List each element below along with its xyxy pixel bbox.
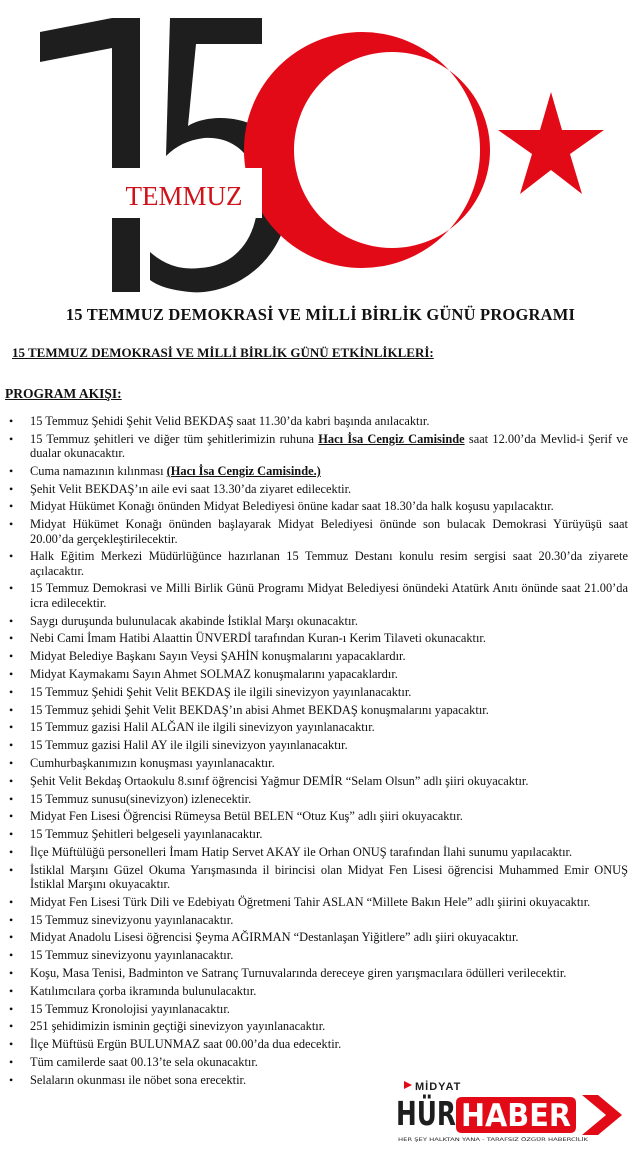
list-item: • 15 Temmuz Şehitleri belgeseli yayınlanacaktır.: [0, 827, 628, 841]
list-item: • Nebi Cami İmam Hatibi Alaattin ÜNVERDİ tarafından Kuran-ı Kerim Tilaveti okunacaktır.: [0, 631, 628, 645]
list-item: • Midyat Hükümet Konağı önünden başlayarak Midyat Belediyesi önünde son bulacak Demokrasi Yürüyüşü saat 20.00’da gerçekleştirilecektir.: [0, 517, 628, 546]
list-item: • 15 Temmuz Kronolojisi yayınlanacaktır.: [0, 1002, 628, 1016]
list-item: • 15 Temmuz şehidi Şehit Velit BEKDAŞ’ın abisi Ahmet BEKDAŞ konuşmalarını yapacaktır.: [0, 703, 628, 717]
list-item: • 15 Temmuz Demokrasi ve Milli Birlik Günü Programı Midyat Belediyesi önündeki Atatürk Anıtı önünde saat 21.00’da icra edilecektir.: [0, 581, 628, 610]
list-item: • Cuma namazının kılınması (Hacı İsa Cengiz Camisinde.): [0, 464, 628, 478]
list-item: • Midyat Fen Lisesi Türk Dili ve Edebiyatı Öğretmeni Tahir ASLAN “Millete Bakın Hele” adlı şiirini okuyacaktır.: [0, 895, 628, 909]
events-subtitle: 15 TEMMUZ DEMOKRASİ VE MİLLİ BİRLİK GÜNÜ ETKİNLİKLERİ:: [12, 345, 434, 360]
highlighted-location: (Hacı İsa Cengiz Camisinde.): [166, 463, 321, 478]
star: [498, 92, 604, 194]
list-item: • İlçe Müftülüğü personelleri İmam Hatip Servet AKAY ile Orhan ONUŞ tarafından İlahi sunumu yapılacaktır.: [0, 845, 628, 859]
logo-text: TEMMUZ: [125, 181, 243, 211]
list-item: • 15 Temmuz sinevizyonu yayınlanacaktır.: [0, 913, 628, 927]
chevron-right-icon: [582, 1095, 622, 1135]
crescent: [244, 32, 490, 268]
list-item: • Saygı duruşunda bulunulacak akabinde İstiklal Marşı okunacaktır.: [0, 614, 628, 628]
program-list: [0, 414, 628, 1091]
list-item: • Tüm camilerde saat 00.13’te sela okunacaktır.: [0, 1055, 628, 1069]
list-item: • 15 Temmuz gazisi Halil ALĞAN ile ilgili sinevizyon yayınlanacaktır.: [0, 720, 628, 734]
list-item: • 15 Temmuz sinevizyonu yayınlanacaktır.: [0, 948, 628, 962]
list-item: • Halk Eğitim Merkezi Müdürlüğünce hazırlanan 15 Temmuz Destanı konulu resim sergisi saat 20.30’da ziyarete açılacaktır.: [0, 549, 628, 578]
midyat-hur-haber-logo: [392, 1077, 638, 1145]
brand-word-hur: HÜR: [396, 1094, 476, 1133]
list-item: • Katılımcılara çorba ikramında bulunulacaktır.: [0, 984, 628, 998]
list-item: • 15 Temmuz şehitleri ve diğer tüm şehitlerimizin ruhuna Hacı İsa Cengiz Camisinde saat 12.00’da Mevlid-i Şerif ve dualar okunacaktır.: [0, 432, 628, 461]
program-flow-heading: PROGRAM AKIŞI:: [5, 386, 122, 401]
program-title: 15 TEMMUZ DEMOKRASİ VE MİLLİ BİRLİK GÜNÜ PROGRAMI: [65, 305, 576, 324]
list-item: • Şehit Velit BEKDAŞ’ın aile evi saat 13.30’da ziyaret edilecektir.: [0, 482, 628, 496]
list-item: • 15 Temmuz gazisi Halil AY ile ilgili sinevizyon yayınlanacaktır.: [0, 738, 628, 752]
highlighted-location: Hacı İsa Cengiz Camisinde: [318, 431, 465, 446]
list-item: • Koşu, Masa Tenisi, Badminton ve Satranç Turnuvalarında dereceye giren yarışmacılara ödülleri verilecektir.: [0, 966, 628, 980]
15-temmuz-logo: [0, 0, 641, 300]
list-item: • 15 Temmuz Şehidi Şehit Velid BEKDAŞ saat 11.30’da kabri başında anılacaktır.: [0, 414, 628, 428]
list-item: • Midyat Anadolu Lisesi öğrencisi Şeyma AĞIRMAN “Destanlaşan Yiğitlere” adlı şiiri okuyacaktır.: [0, 930, 628, 944]
list-item: • Şehit Velit Bekdaş Ortaokulu 8.sınıf öğrencisi Yağmur DEMİR “Selam Olsun” adlı şiiri okuyacaktır.: [0, 774, 628, 788]
list-item: • Cumhurbaşkanımızın konuşması yayınlanacaktır.: [0, 756, 628, 770]
list-item: • 15 Temmuz sunusu(sinevizyon) izlenecektir.: [0, 792, 628, 806]
list-item: • Midyat Hükümet Konağı önünden Midyat Belediyesi önüne kadar saat 18.30’da halk koşusu yapılacaktır.: [0, 499, 628, 513]
brand-word-haber: HABER: [461, 1098, 572, 1134]
list-item: • 251 şehidimizin isminin geçtiği sinevizyon yayınlanacaktır.: [0, 1019, 628, 1033]
brand-top-text: MİDYAT: [415, 1081, 462, 1093]
list-item: • 15 Temmuz Şehidi Şehit Velit BEKDAŞ ile ilgili sinevizyon yayınlanacaktır.: [0, 685, 628, 699]
list-item: • Selaların okunması ile nöbet sona erecektir.: [0, 1073, 628, 1087]
list-item: • Midyat Fen Lisesi Öğrencisi Rümeysa Betül BELEN “Otuz Kuş” adlı şiiri okuyacaktır.: [0, 809, 628, 823]
brand-tagline: HER ŞEY HALKTAN YANA - TARAFSIZ ÖZGÜR HABERCİLİK: [398, 1137, 589, 1142]
list-item: • Midyat Kaymakamı Sayın Ahmet SOLMAZ konuşmalarını yapacaklardır.: [0, 667, 628, 681]
list-item: • İlçe Müftüsü Ergün BULUNMAZ saat 00.00’da dua edecektir.: [0, 1037, 628, 1051]
list-item: • İstiklal Marşını Güzel Okuma Yarışmasında il birincisi olan Midyat Fen Lisesi öğrencisi Muhammed Emir ONUŞ İstiklal Marşını okuyacaktır.: [0, 863, 628, 892]
list-item: • Midyat Belediye Başkanı Sayın Veysi ŞAHİN konuşmalarını yapacaklardır.: [0, 649, 628, 663]
numeral-one: [40, 18, 140, 292]
